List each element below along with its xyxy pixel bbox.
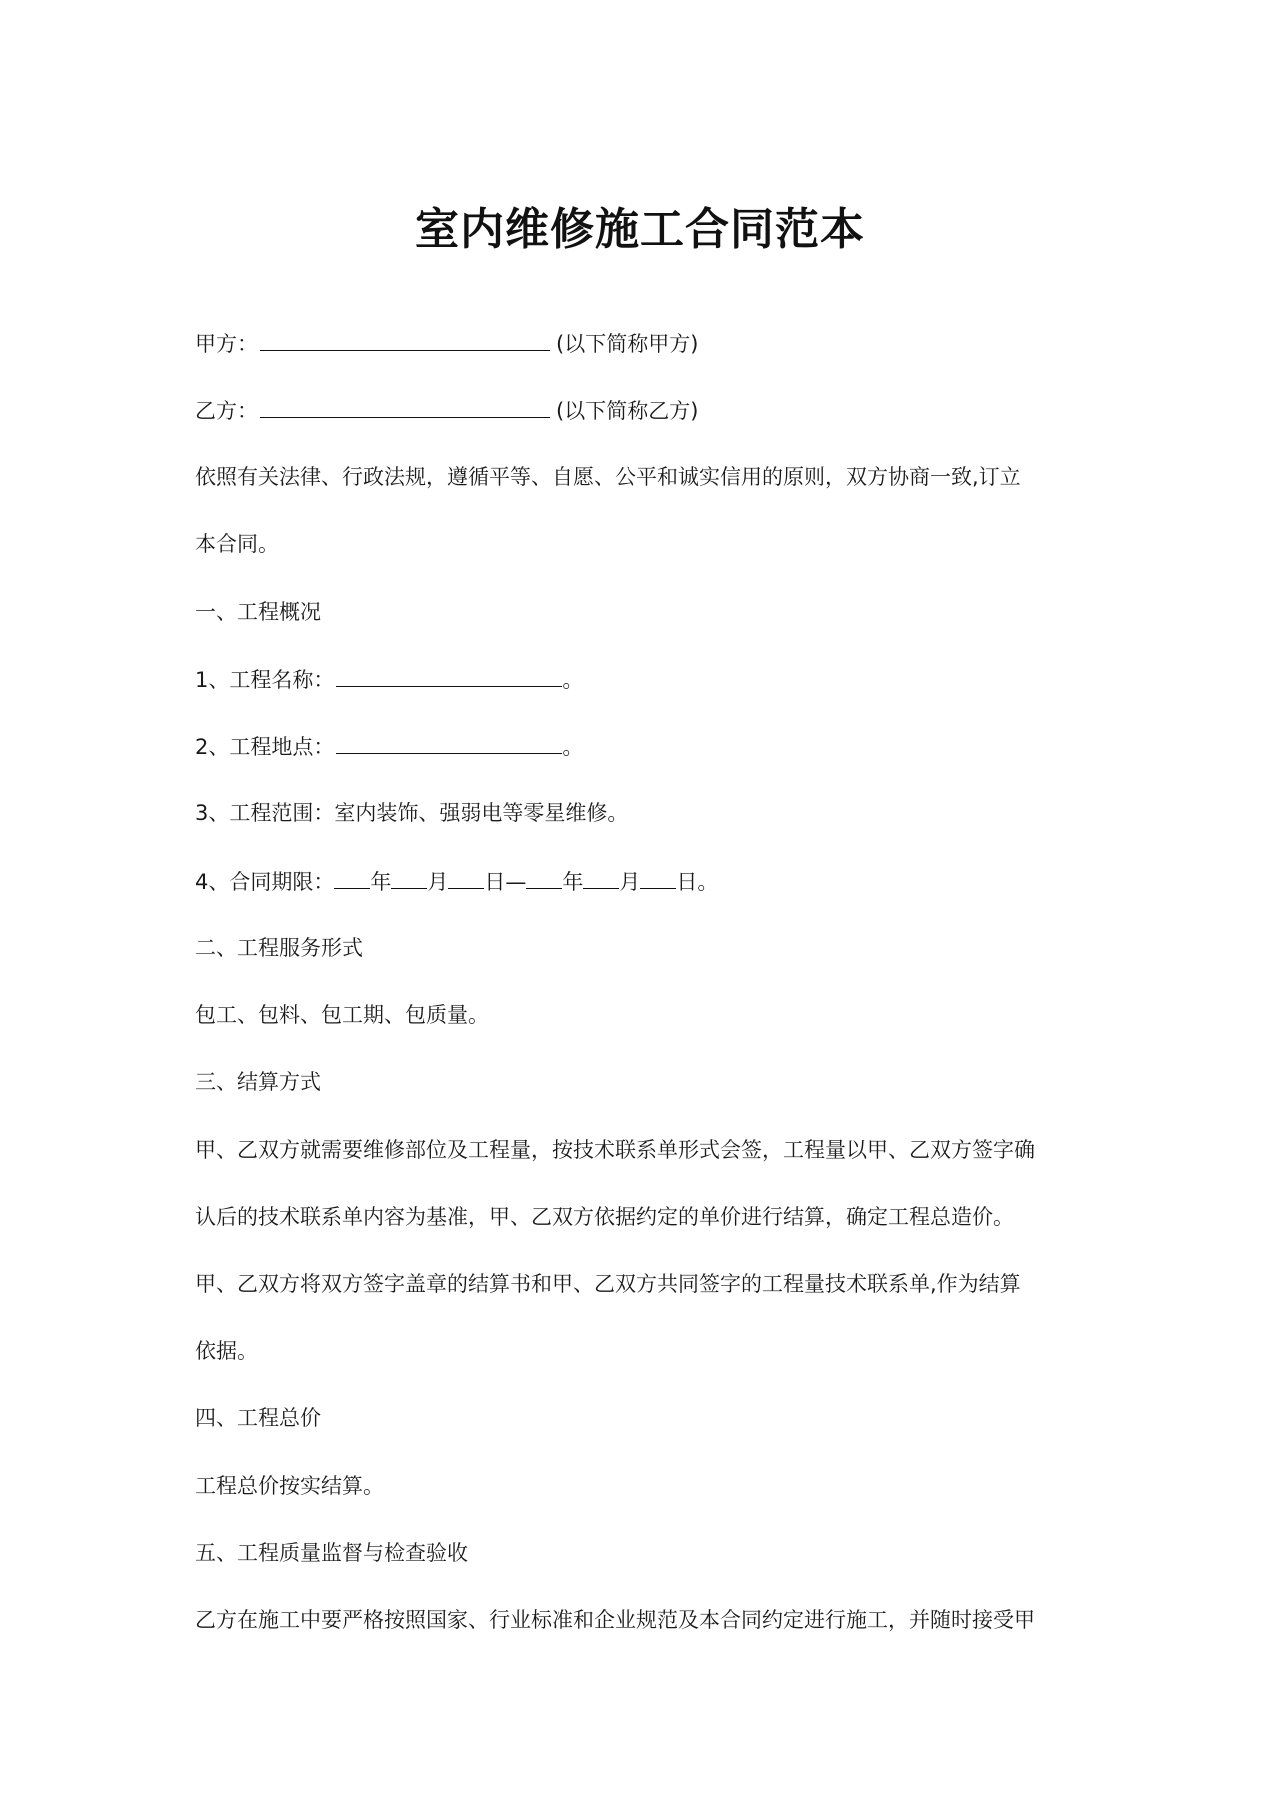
start-year-blank [334,866,370,889]
start-day-text: 日— [484,870,527,894]
end-month-blank [583,866,619,889]
section-5-heading: 五、工程质量监督与检查验收 [195,1541,468,1565]
project-location-end: 。 [562,735,584,759]
project-scope-line: 3、工程范围：室内装饰、强弱电等零星维修。 [195,801,629,825]
project-name-blank [336,664,562,687]
party-b-label: 乙方： [195,399,258,423]
section-2-body: 包工、包料、包工期、包质量。 [195,1003,489,1027]
end-day-blank [640,866,676,889]
section-1-heading: 一、工程概况 [195,600,321,624]
start-month-blank [391,866,427,889]
party-a-suffix: (以下简称甲方) [556,332,699,356]
section-3-line-3: 甲、乙双方将双方签字盖章的结算书和甲、乙双方共同签字的工程量技术联系单,作为结算 [195,1272,1021,1296]
start-month-text: 月 [427,870,449,894]
project-location-label: 2、工程地点： [195,735,335,759]
end-month-text: 月 [619,870,641,894]
project-name-end: 。 [562,668,584,692]
party-b-line [195,395,698,426]
section-3-line-1: 甲、乙双方就需要维修部位及工程量，按技术联系单形式会签，工程量以甲、乙双方签字确 [195,1138,1035,1162]
project-location-blank [336,731,562,754]
contract-term-label: 4、合同期限： [195,870,335,894]
section-3-line-4: 依据。 [195,1339,258,1363]
party-b-suffix: (以下简称乙方) [556,399,699,423]
project-name-line [195,664,583,695]
project-name-label: 1、工程名称： [195,668,335,692]
section-4-heading: 四、工程总价 [195,1406,321,1430]
section-5-body: 乙方在施工中要严格按照国家、行业标准和企业规范及本合同约定进行施工，并随时接受甲 [195,1608,1035,1632]
party-a-blank [260,328,550,351]
end-year-text: 年 [562,870,584,894]
section-3-line-2: 认后的技术联系单内容为基准，甲、乙双方依据约定的单价进行结算，确定工程总造价。 [195,1205,1014,1229]
start-year-text: 年 [370,870,392,894]
section-2-heading: 二、工程服务形式 [195,936,363,960]
start-day-blank [448,866,484,889]
end-day-text: 日。 [676,870,719,894]
section-3-heading: 三、结算方式 [195,1070,321,1094]
party-b-blank [260,395,550,418]
end-year-blank [526,866,562,889]
document-title: 室内维修施工合同范本 [415,204,865,255]
preamble-line-2: 本合同。 [195,532,279,556]
project-location-line [195,731,583,762]
section-4-body: 工程总价按实结算。 [195,1474,384,1498]
preamble-line-1: 依照有关法律、行政法规，遵循平等、自愿、公平和诚实信用的原则，双方协商一致,订立 [195,465,1021,489]
contract-term-line [195,866,718,897]
party-a-line [195,328,698,359]
party-a-label: 甲方： [195,332,258,356]
